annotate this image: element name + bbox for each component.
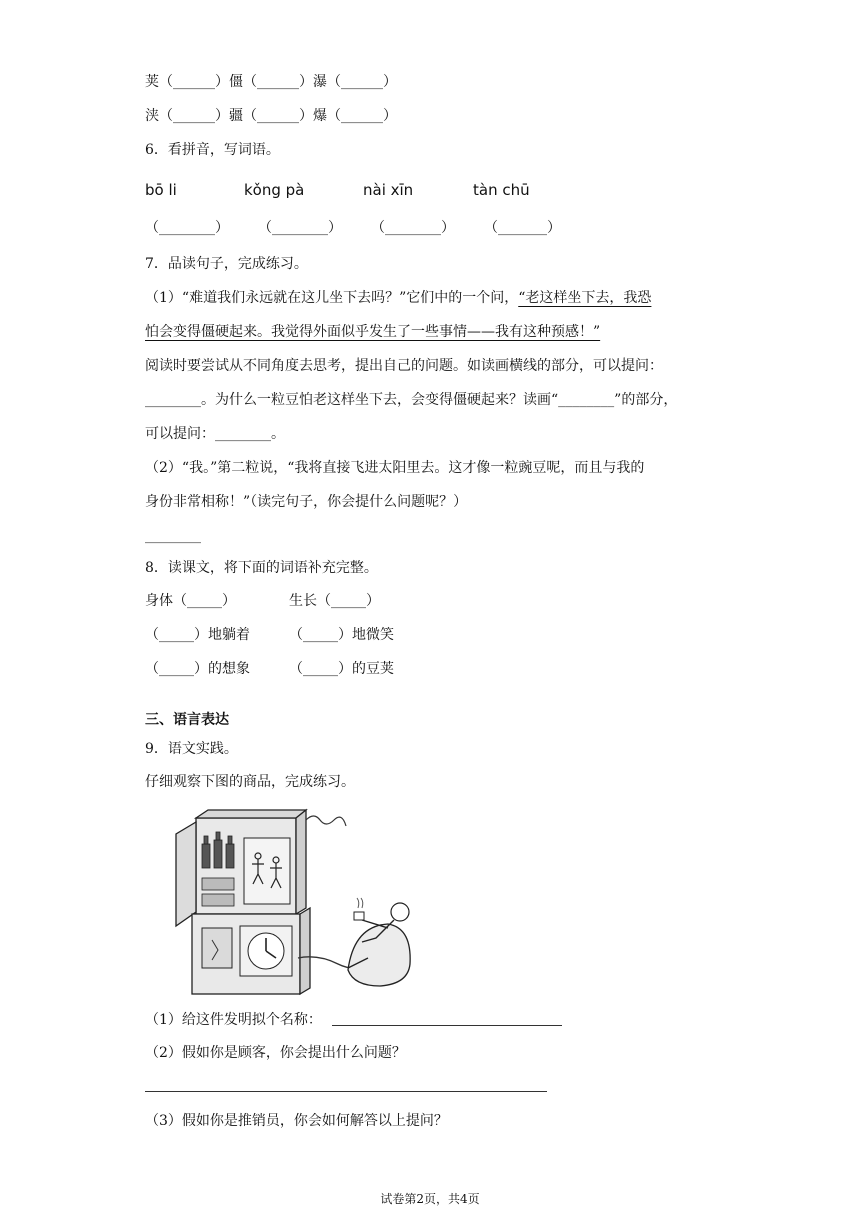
q6-title: 6．看拼音，写词语。: [145, 142, 280, 158]
underlined-quote-1: “老这样坐下去，我恐: [518, 290, 652, 306]
q8-item-5[interactable]: （_____）的想象: [145, 661, 250, 677]
q8-item-2[interactable]: 生长（_____）: [289, 593, 380, 609]
underlined-quote-2: 怕会变得僵硬起来。我觉得外面似乎发生了一些事情——我有这种预感！”: [145, 324, 601, 340]
q9-title: 9．语文实践。: [145, 741, 238, 757]
question-answer-line[interactable]: [145, 1091, 547, 1092]
q7-para1-line3: 阅读时要尝试从不同角度去思考，提出自己的问题。如读画横线的部分，可以提问：: [145, 358, 663, 374]
pinyin-1: bō li: [145, 181, 177, 199]
q8-item-1[interactable]: 身体（_____）: [145, 593, 236, 609]
q8-title: 8．读课文，将下面的词语补充完整。: [145, 560, 378, 576]
q9-sub3: （3）假如你是推销员，你会如何解答以上提问？: [145, 1113, 448, 1129]
invention-illustration: [168, 808, 436, 998]
answer-blank-1[interactable]: （________）: [145, 220, 229, 236]
q7-para2-line1: （2）“我。”第二粒说，“我将直接飞进太阳里去。这才像一粒豌豆呢，而且与我的: [145, 460, 645, 476]
q7-para1-line4: ________。为什么一粒豆怕老这样坐下去，会变得僵硬起来？读画“________”的部分，: [145, 392, 678, 408]
q7-para1-text: （1）“难道我们永远就在这儿坐下去吗？”它们中的一个问，: [145, 290, 519, 306]
q7-para1-line1: [145, 288, 651, 308]
q5-row-2: 浃（______）疆（______）爆（______）: [145, 108, 397, 124]
answer-blank-4[interactable]: （_______）: [484, 220, 561, 236]
q8-item-6[interactable]: （_____）的豆荚: [289, 661, 394, 677]
q9-intro: 仔细观察下图的商品，完成练习。: [145, 774, 355, 790]
answer-blank-2[interactable]: （________）: [258, 220, 342, 236]
q5-row-1: 荚（______）僵（______）瀑（______）: [145, 74, 397, 90]
answer-blank-3[interactable]: （________）: [371, 220, 455, 236]
q8-item-3[interactable]: （_____）地躺着: [145, 627, 250, 643]
pinyin-3: nài xīn: [363, 181, 414, 199]
q7-para1-line5: 可以提问：________。: [145, 426, 285, 442]
pinyin-4: tàn chū: [473, 181, 530, 199]
q8-item-4[interactable]: （_____）地微笑: [289, 627, 394, 643]
q7-answer-blank[interactable]: ________: [145, 528, 201, 544]
page-footer: 试卷第2页，共4页: [380, 1192, 480, 1206]
q9-sub1: （1）给这件发明拟个名称：: [145, 1012, 322, 1028]
section-3-title: 三、语言表达: [145, 712, 229, 728]
q9-sub2: （2）假如你是顾客，你会提出什么问题？: [145, 1045, 406, 1061]
q7-para2-line2: 身份非常相称！”（读完句子，你会提什么问题呢？）: [145, 494, 468, 510]
name-answer-line[interactable]: [332, 1025, 562, 1026]
q7-title: 7．品读句子，完成练习。: [145, 256, 308, 272]
pinyin-2: kǒng pà: [244, 181, 305, 199]
